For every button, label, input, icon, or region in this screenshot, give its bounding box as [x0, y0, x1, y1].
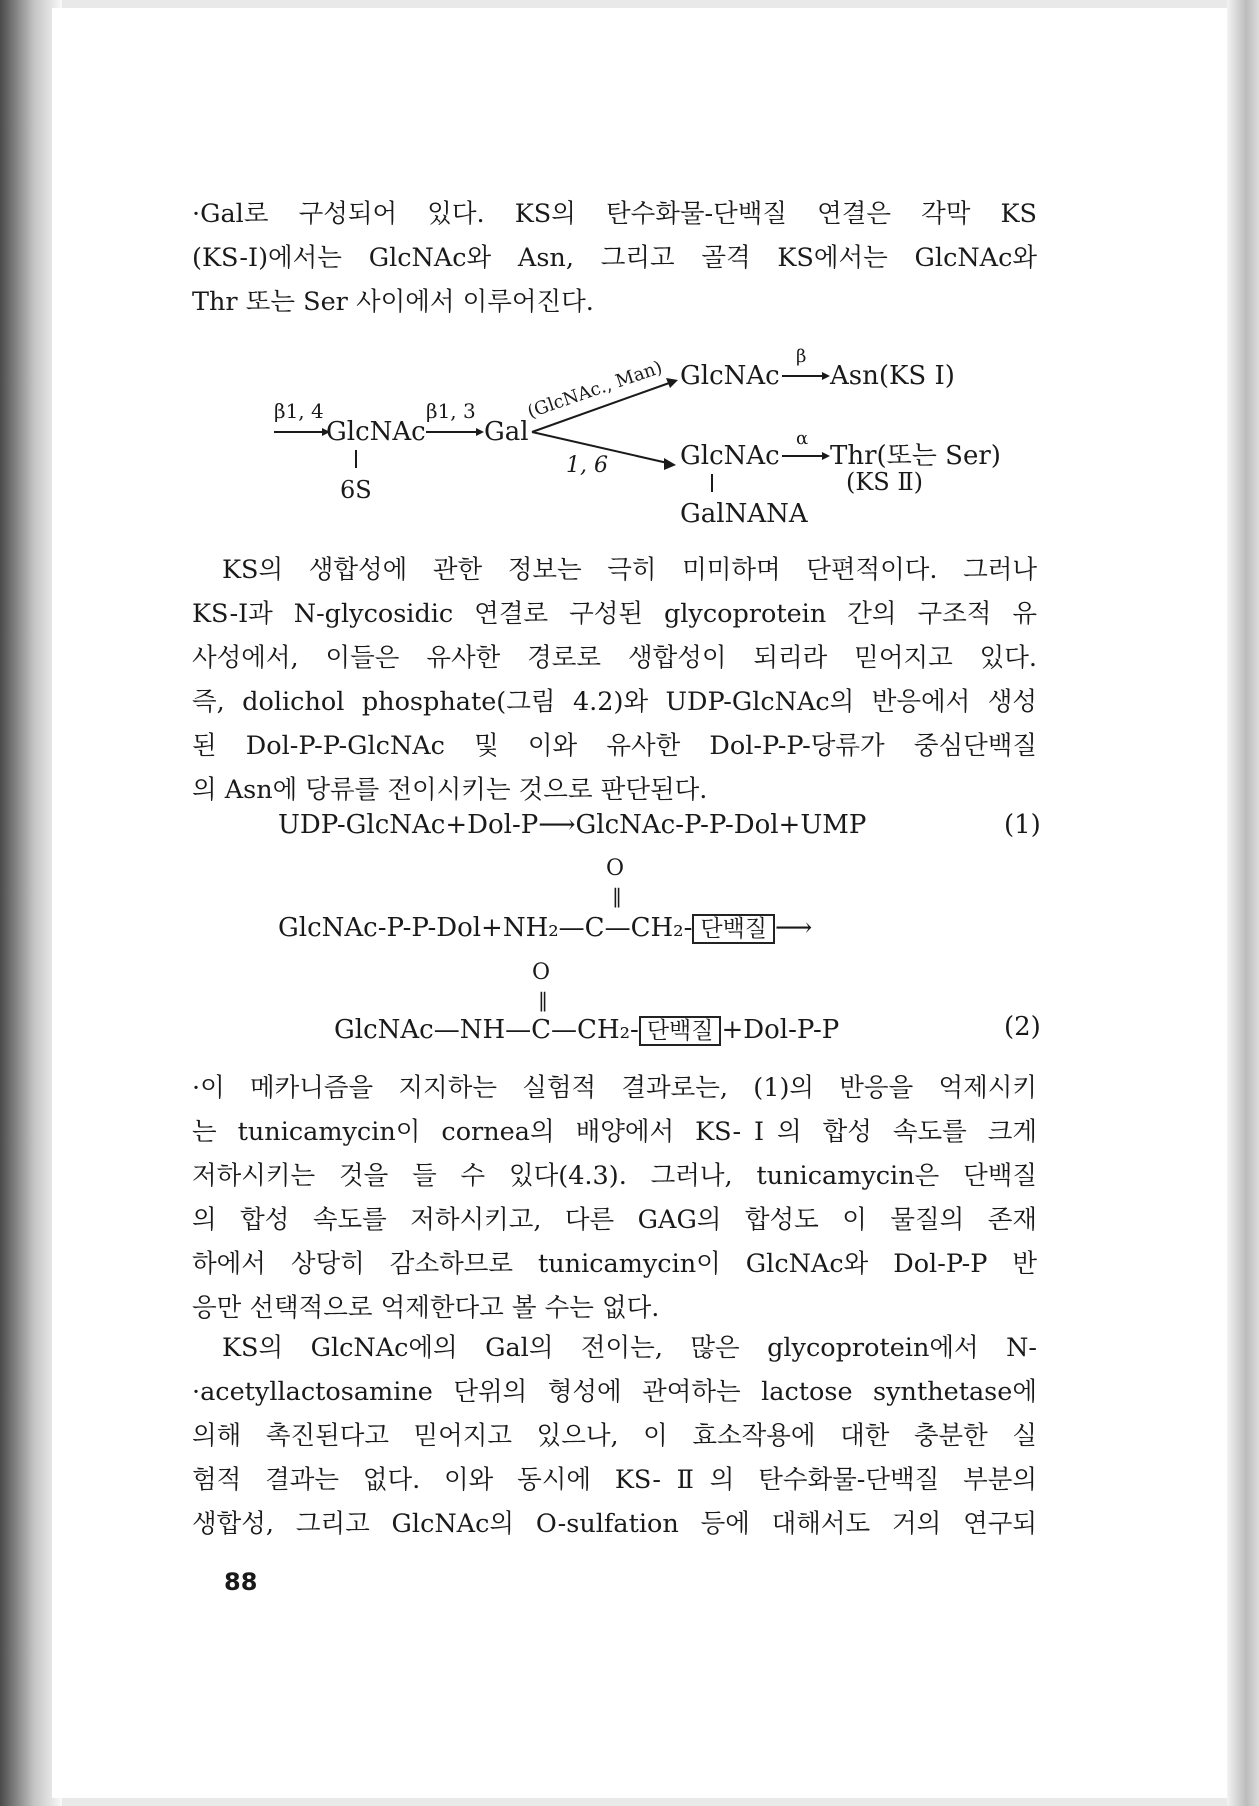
text-line: 생합성, 그리고 GlcNAc의 O-sulfation 등에 대해서도 거의 연구되	[192, 1509, 1037, 1539]
equation-2-arrow: ⟶	[775, 913, 813, 943]
equation-2-number: (2)	[1004, 1012, 1041, 1042]
text-line: ·이 메카니즘을 지지하는 실험적 결과로는, (1)의 반응을 억제시키	[192, 1073, 1037, 1103]
text-line: 의해 촉진된다고 믿어지고 있으나, 이 효소작용에 대한 충분한 실	[192, 1421, 1037, 1451]
scheme-galnana: GalNANA	[680, 499, 808, 529]
equation-2b-left: GlcNAc—NH—C—CH₂-	[334, 1015, 639, 1045]
double-bond: ‖	[612, 884, 622, 908]
protein-box-2: 단백질	[639, 1016, 722, 1046]
double-bond-2: ‖	[538, 988, 548, 1012]
text-line: ·Gal로 구성되어 있다. KS의 탄수화물-단백질 연결은 각막 KS	[192, 199, 1037, 229]
text-line: ·acetyllactosamine 단위의 형성에 관여하는 lactose synthetase에	[192, 1377, 1037, 1407]
tunicamycin-paragraph	[192, 1066, 1037, 1330]
bond-label-b13: β1, 3	[426, 399, 476, 423]
lower-target: Thr(또는 Ser)	[830, 441, 1001, 471]
page-number: 88	[224, 1568, 258, 1596]
equation-2-reactant	[278, 910, 812, 943]
text-line: 하에서 상당히 감소하므로 tunicamycin이 GlcNAc와 Dol-P-P 반	[192, 1249, 1037, 1279]
branch-upper-label: (GlcNAc., Man)	[524, 356, 665, 423]
gal-transfer-paragraph	[192, 1326, 1037, 1546]
lower-bond-label: α	[796, 428, 809, 449]
carbonyl-oxygen-2: O	[532, 960, 551, 985]
scheme-glcnac: GlcNAc	[326, 417, 426, 447]
text-line: 즉, dolichol phosphate(그림 4.2)와 UDP-GlcNAc의 반응에서 생성	[192, 687, 1037, 717]
text-line: 저하시키는 것을 들 수 있다(4.3). 그러나, tunicamycin은 단백질	[192, 1161, 1037, 1191]
protein-box: 단백질	[692, 914, 775, 944]
text-line: 된 Dol-P-P-GlcNAc 및 이와 유사한 Dol-P-P-당류가 중심단백질	[192, 731, 1037, 761]
keratan-sulfate-linkage-scheme	[260, 340, 1040, 540]
upper-bond-label: β	[796, 346, 807, 367]
upper-glcnac: GlcNAc	[680, 361, 780, 391]
text-line: 응만 선택적으로 억제한다고 볼 수는 없다.	[192, 1293, 660, 1323]
text-line: 사성에서, 이들은 유사한 경로로 생합성이 되리라 믿어지고 있다.	[192, 643, 1037, 673]
text-line: KS의 GlcNAc에의 Gal의 전이는, 많은 glycoprotein에서 N-	[222, 1333, 1037, 1363]
text-line: Thr 또는 Ser 사이에서 이루어진다.	[192, 287, 594, 317]
text-line: KS의 생합성에 관한 정보는 극히 미미하며 단편적이다. 그러나	[222, 555, 1037, 585]
equation-2-product	[334, 1012, 839, 1045]
upper-target: Asn(KS Ⅰ)	[830, 361, 955, 391]
text-line: 험적 결과는 없다. 이와 동시에 KS-Ⅱ의 탄수화물-단백질 부분의	[192, 1465, 1037, 1495]
lower-glcnac: GlcNAc	[680, 441, 780, 471]
lower-ks-label: (KS Ⅱ)	[846, 468, 924, 496]
bond-label-b14: β1, 4	[274, 399, 324, 423]
intro-paragraph	[192, 192, 1037, 324]
text-line: 의 Asn에 당류를 전이시키는 것으로 판단된다.	[192, 775, 708, 805]
text-line: 는 tunicamycin이 cornea의 배양에서 KS-Ⅰ의 합성 속도를 크게	[192, 1117, 1037, 1147]
scheme-gal: Gal	[484, 417, 529, 447]
equation-1-number: (1)	[1004, 810, 1041, 840]
text-line: (KS-I)에서는 GlcNAc와 Asn, 그리고 골격 KS에서는 GlcNAc와	[192, 243, 1037, 273]
branch-lower-label: 1, 6	[566, 453, 608, 478]
text-line: 의 합성 속도를 저하시키고, 다른 GAG의 합성도 이 물질의 존재	[192, 1205, 1037, 1235]
carbonyl-oxygen: O	[606, 856, 625, 881]
biosynthesis-paragraph	[192, 548, 1037, 812]
page-edge-shadow	[1227, 0, 1259, 1806]
equation-2-left: GlcNAc-P-P-Dol+NH₂—C—CH₂-	[278, 913, 693, 943]
text-line: KS-I과 N-glycosidic 연결로 구성된 glycoprotein 간의 구조적 유	[192, 599, 1037, 629]
equation-1: UDP-GlcNAc+Dol-P⟶GlcNAc-P-P-Dol+UMP	[278, 810, 867, 840]
scheme-sulfate: 6S	[340, 476, 372, 504]
equation-2b-right: +Dol-P-P	[721, 1015, 840, 1045]
